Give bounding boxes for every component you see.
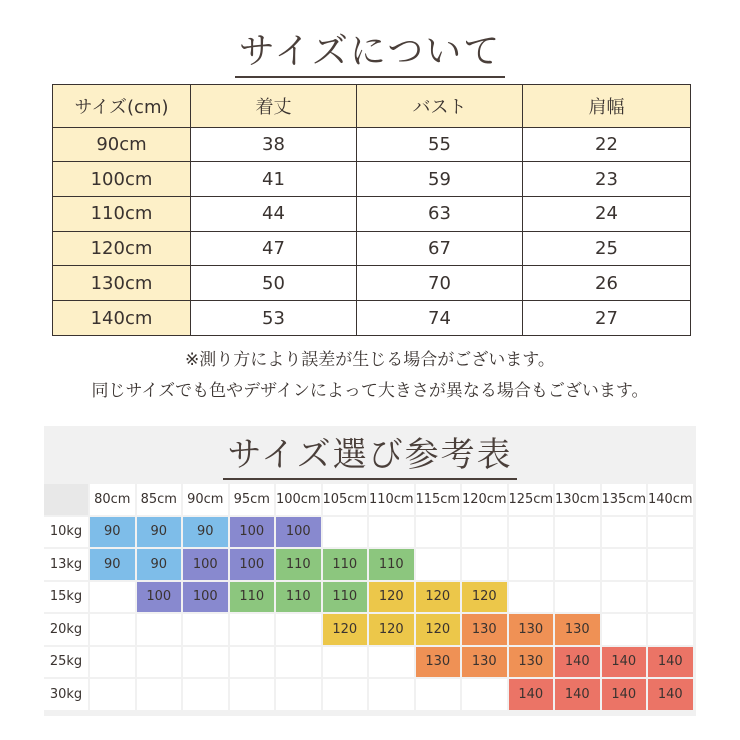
empty-cell	[416, 517, 461, 548]
height-header: 85cm	[137, 484, 182, 515]
empty-cell	[276, 679, 321, 710]
size-table-row	[53, 231, 691, 266]
row-bust: 67	[357, 231, 523, 266]
empty-cell	[183, 647, 228, 678]
empty-cell	[137, 614, 182, 645]
design-note: 同じサイズでも色やデザインによって大きさが異なる場合もございます。	[91, 381, 649, 401]
weight-header: 25kg	[44, 647, 88, 678]
empty-cell	[137, 679, 182, 710]
empty-cell	[323, 679, 368, 710]
row-size: 110cm	[53, 197, 191, 232]
height-header: 125cm	[509, 484, 554, 515]
height-header: 130cm	[555, 484, 600, 515]
size-cell: 130	[462, 647, 507, 678]
empty-cell	[369, 647, 414, 678]
empty-cell	[90, 582, 135, 613]
height-header: 90cm	[183, 484, 228, 515]
row-size: 140cm	[53, 301, 191, 336]
weight-header: 20kg	[44, 614, 88, 645]
height-header: 110cm	[369, 484, 414, 515]
empty-cell	[183, 614, 228, 645]
empty-cell	[230, 679, 275, 710]
size-cell: 130	[509, 614, 554, 645]
height-header: 80cm	[90, 484, 135, 515]
empty-cell	[183, 679, 228, 710]
size-cell: 140	[555, 679, 600, 710]
size-cell: 140	[555, 647, 600, 678]
row-shoulder: 27	[523, 301, 691, 336]
size-cell: 100	[276, 517, 321, 548]
height-header: 120cm	[462, 484, 507, 515]
empty-cell	[602, 582, 647, 613]
size-table-row	[53, 266, 691, 301]
measurement-note: ※測り方により誤差が生じる場合がございます。	[185, 350, 555, 370]
row-length: 50	[191, 266, 357, 301]
empty-cell	[648, 549, 693, 580]
weight-header: 30kg	[44, 679, 88, 710]
empty-cell	[462, 517, 507, 548]
size-cell: 100	[230, 549, 275, 580]
size-cell: 90	[90, 549, 135, 580]
empty-cell	[369, 517, 414, 548]
empty-cell	[276, 647, 321, 678]
height-header: 105cm	[323, 484, 368, 515]
size-table-row	[53, 301, 691, 336]
size-table-header-row	[53, 85, 691, 128]
size-cell: 140	[602, 647, 647, 678]
empty-cell	[230, 647, 275, 678]
empty-cell	[509, 549, 554, 580]
size-table-row	[53, 127, 691, 162]
empty-cell	[648, 614, 693, 645]
height-header: 95cm	[230, 484, 275, 515]
size-cell: 100	[230, 517, 275, 548]
empty-cell	[323, 517, 368, 548]
size-cell: 130	[555, 614, 600, 645]
size-cell: 90	[137, 517, 182, 548]
row-shoulder: 24	[523, 197, 691, 232]
empty-cell	[230, 614, 275, 645]
size-cell: 140	[602, 679, 647, 710]
size-cell: 110	[369, 549, 414, 580]
height-header: 115cm	[416, 484, 461, 515]
size-cell: 110	[323, 582, 368, 613]
size-cell: 90	[90, 517, 135, 548]
empty-cell	[509, 517, 554, 548]
size-cell: 120	[323, 614, 368, 645]
size-cell: 110	[276, 582, 321, 613]
row-size: 130cm	[53, 266, 191, 301]
weight-header: 10kg	[44, 517, 88, 548]
size-cell: 110	[276, 549, 321, 580]
size-table-row	[53, 197, 691, 232]
empty-cell	[555, 517, 600, 548]
row-shoulder: 25	[523, 231, 691, 266]
row-length: 44	[191, 197, 357, 232]
empty-cell	[555, 549, 600, 580]
size-cell: 120	[369, 582, 414, 613]
row-length: 38	[191, 127, 357, 162]
height-header: 140cm	[648, 484, 693, 515]
size-table-row	[53, 162, 691, 197]
height-header: 135cm	[602, 484, 647, 515]
height-header: 100cm	[276, 484, 321, 515]
empty-cell	[416, 679, 461, 710]
empty-cell	[462, 549, 507, 580]
row-shoulder: 22	[523, 127, 691, 162]
empty-cell	[555, 582, 600, 613]
empty-cell	[602, 614, 647, 645]
size-cell: 130	[509, 647, 554, 678]
empty-cell	[648, 517, 693, 548]
header-shoulder: 肩幅	[523, 85, 691, 128]
weight-header: 13kg	[44, 549, 88, 580]
empty-cell	[369, 679, 414, 710]
empty-cell	[90, 647, 135, 678]
size-cell: 110	[230, 582, 275, 613]
row-length: 47	[191, 231, 357, 266]
size-guide-title	[0, 434, 740, 480]
empty-cell	[323, 647, 368, 678]
empty-cell	[137, 647, 182, 678]
size-cell: 100	[137, 582, 182, 613]
size-cell: 140	[509, 679, 554, 710]
row-size: 90cm	[53, 127, 191, 162]
row-size: 120cm	[53, 231, 191, 266]
row-bust: 63	[357, 197, 523, 232]
row-bust: 59	[357, 162, 523, 197]
empty-cell	[90, 614, 135, 645]
empty-cell	[276, 614, 321, 645]
size-cell: 100	[183, 582, 228, 613]
size-cell: 120	[462, 582, 507, 613]
grid-corner	[44, 484, 88, 515]
size-cell: 100	[183, 549, 228, 580]
size-cell: 120	[369, 614, 414, 645]
row-bust: 55	[357, 127, 523, 162]
size-cell: 110	[323, 549, 368, 580]
header-bust: バスト	[357, 85, 523, 128]
row-shoulder: 26	[523, 266, 691, 301]
row-length: 41	[191, 162, 357, 197]
empty-cell	[462, 679, 507, 710]
size-cell: 140	[648, 647, 693, 678]
size-cell: 140	[648, 679, 693, 710]
empty-cell	[509, 582, 554, 613]
size-cell: 130	[416, 647, 461, 678]
empty-cell	[602, 517, 647, 548]
size-cell: 120	[416, 582, 461, 613]
row-length: 53	[191, 301, 357, 336]
size-cell: 90	[137, 549, 182, 580]
empty-cell	[90, 679, 135, 710]
row-bust: 74	[357, 301, 523, 336]
empty-cell	[416, 549, 461, 580]
size-guide-title-text: サイズ選び参考表	[223, 434, 516, 480]
row-shoulder: 23	[523, 162, 691, 197]
weight-header: 15kg	[44, 582, 88, 613]
row-bust: 70	[357, 266, 523, 301]
size-cell: 120	[416, 614, 461, 645]
size-table	[52, 84, 691, 336]
size-cell: 130	[462, 614, 507, 645]
size-cell: 90	[183, 517, 228, 548]
empty-cell	[648, 582, 693, 613]
size-info-title-text: サイズについて	[235, 30, 505, 78]
row-size: 100cm	[53, 162, 191, 197]
header-length: 着丈	[191, 85, 357, 128]
header-size: サイズ(cm)	[53, 85, 191, 128]
size-info-title	[0, 30, 740, 74]
empty-cell	[602, 549, 647, 580]
